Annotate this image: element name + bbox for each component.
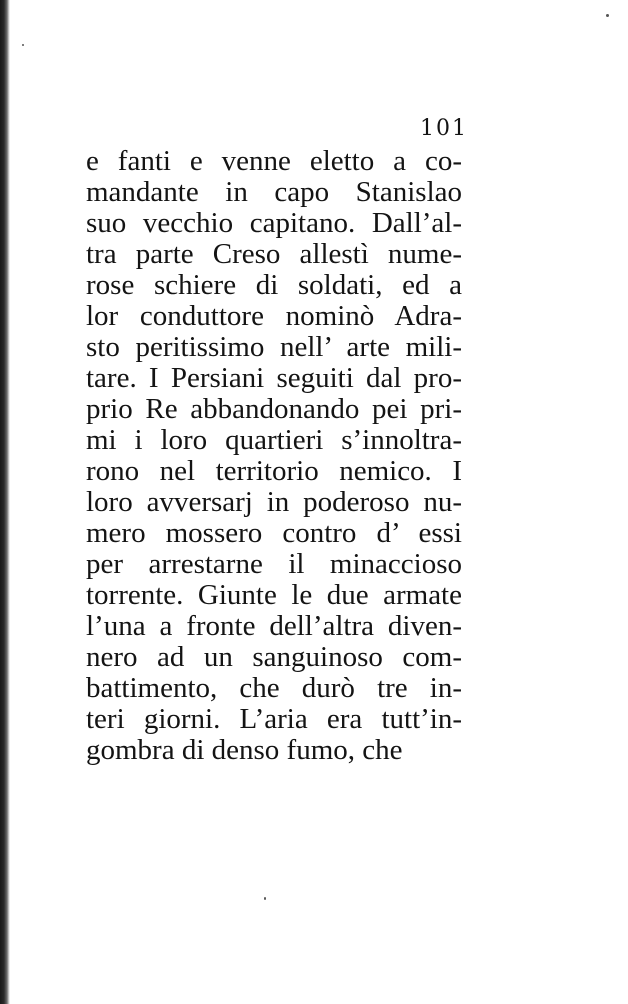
text-line: tra parte Creso allestì nume- [86, 238, 462, 270]
text-line: torrente. Giunte le due armate [86, 579, 462, 611]
text-line: mandante in capo Stanislao [86, 176, 462, 208]
text-line: rono nel territorio nemico. I [86, 455, 462, 487]
text-line: rose schiere di soldati, ed a [86, 269, 462, 301]
text-line: suo vecchio capitano. Dall’al- [86, 207, 462, 239]
text-line: per arrestarne il minaccioso [86, 548, 462, 580]
text-line: prio Re abbandonando pei pri- [86, 393, 462, 425]
paper-speck [606, 14, 609, 17]
text-line: l’una a fronte dell’altra diven- [86, 610, 462, 642]
binding-edge [0, 0, 10, 1004]
text-line: tare. I Persiani seguiti dal pro- [86, 362, 462, 394]
page-number: 101 [420, 116, 468, 141]
text-line: nero ad un sanguinoso com- [86, 641, 462, 673]
body-text [86, 146, 462, 766]
text-line: sto peritissimo nell’ arte mili- [86, 331, 462, 363]
text-line: mero mossero contro d’ essi [86, 517, 462, 549]
text-line: mi i loro quartieri s’innoltra- [86, 424, 462, 456]
text-line: e fanti e venne eletto a co- [86, 145, 462, 177]
paper-speck [264, 897, 266, 900]
text-line: teri giorni. L’aria era tutt’in- [86, 703, 462, 735]
text-line: battimento, che durò tre in- [86, 672, 462, 704]
paper-speck [22, 44, 24, 46]
text-line: loro avversarj in poderoso nu- [86, 486, 462, 518]
text-line: lor conduttore nominò Adra- [86, 300, 462, 332]
text-line: gombra di denso fumo, che [86, 734, 403, 766]
